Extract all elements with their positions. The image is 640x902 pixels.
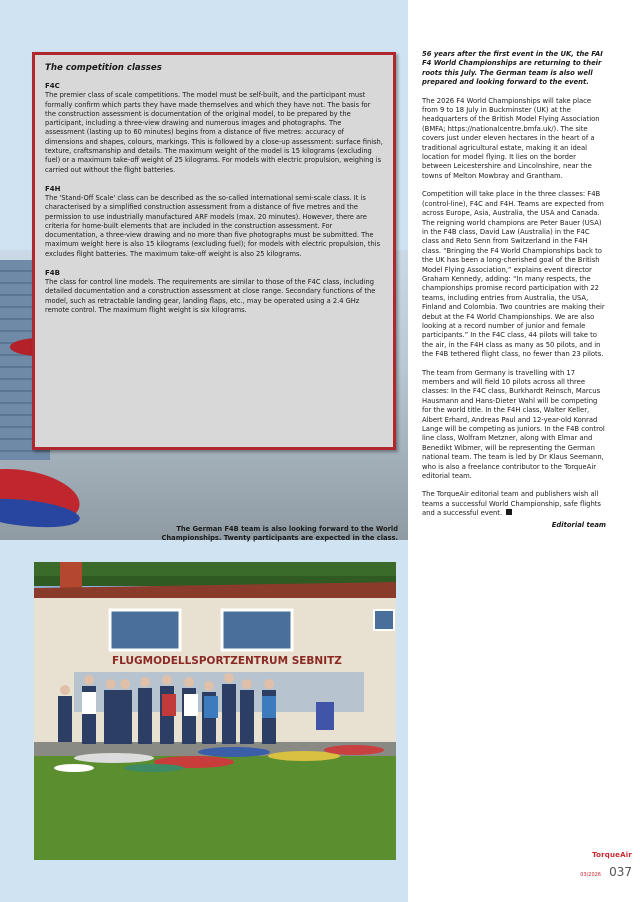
article-signoff: Editorial team — [551, 520, 606, 529]
section-body-f4h: The 'Stand-Off Scale' class can be described as the so-called international semi-scale class. It is characterised by a simplified construction assessment from a distance of five metres and the permission to use industrially manufactured ARF models (max. 20 minutes). However, there are criteria for home-built elements that are included in the construction assessment. For documentation, a three-view drawing and no more than five photographs must be submitted. The maximum weight here is also 15 kilograms (excluding fuel); for models with electric propulsion, this excludes flight batteries. The maximum take-off weight is also 25 kilograms. — [45, 193, 381, 258]
article-lead: 56 years after the first event in the UK, the FAI F4 World Championships are returning to their roots this July. The German team is also well prepared and looking forward to the event. — [422, 50, 603, 87]
section-heading-f4c: F4C — [45, 82, 60, 91]
team-photo — [34, 562, 396, 860]
section-body-f4c: The premier class of scale competitions. The model must be self-built, and the participant must formally confirm which parts they have made themselves and which they have not. The basis for the construction assessment is documentation of the original model, to be prepared by the participant, including a three-view drawing and numerous images and photographs. The assessment (lasting up to 60 minutes) begins from a distance of five metres: accuracy of dimensions and shapes, colours, markings. This is followed by a close-up assessment: surface finish, texture, craftsmanship and details. The maximum weight of the model is 15 kilograms (excluding fuel) or a maximum take-off weight of 25 kilograms. For models with electric propulsion, weighing is carried out without the flight batteries. — [45, 91, 383, 174]
page-footer — [580, 842, 632, 880]
main-article-column — [422, 50, 606, 539]
section-heading-f4b: F4B — [45, 269, 60, 278]
article-closing-paragraph — [422, 490, 606, 530]
issue-number: 03/2026 — [580, 872, 601, 878]
article-paragraph-3: The team from Germany is travelling with 17 members and will field 10 pilots across all three classes: In the F4C class, Burkhardt Reinsch, Marcus Hausmann and Hans-Dieter Wahl will be competing for the world title. In the F4H class, Walter Keller, Albert Erhard, Andreas Paul and 12-year-old Konrad Lange will be competing as juniors. In the F4B control line class, Wolfram Metzner, along with Elmar and Benedikt Wibmer, will be representing the German national team. The team is led by Dr Klaus Seemann, who is also a freelance contributor to the TorqueAir editorial team. — [422, 368, 605, 481]
page-number: 037 — [609, 864, 632, 879]
section-body-f4b: The class for control line models. The requirements are similar to those of the F4C class, including detailed documentation and a construction assessment at close range. Secondary functions of the model, such as retractable landing gear, landing flaps, etc., may be operated using a 2.4 GHz remote control. The maximum flight weight is six kilograms. — [45, 278, 376, 314]
building-sign: FLUGMODELLSPORTZENTRUM SEBNITZ — [112, 655, 342, 667]
team-photo-illustration — [34, 562, 396, 860]
photo-caption: The German F4B team is also looking forward to the World Championships. Twenty participants are expected in the class. — [161, 525, 398, 543]
box-title: The competition classes — [45, 63, 162, 73]
section-heading-f4h: F4H — [45, 184, 61, 193]
article-paragraph-2: Competition will take place in the three classes: F4B (control-line), F4C and F4H. Teams are expected from across Europe, Asia, Australia, the USA and Canada. The reigning world champions are Peter Bauer (USA) in the F4B class, David Law (Australia) in the F4C class and Reto Senn from Switzerland in the F4H class. “Bringing the F4 World Championships back to the UK has been a long-cherished goal of the British Model Flying Association,” explains event director Graham Kennedy, adding: “In many respects, the championships promise record participation with 22 teams, including entries from Australia, the USA, Finland and Colombia. Two countries are making their debut at the F4 World Championships. We are also looking at a record number of junior and female participants.” In the F4C class, 44 pilots will take to the air, in the F4H class as many as 50 pilots, and in the F4B tethered flight class, no fewer than 23 pilots. — [422, 190, 605, 359]
article-closing-text: The TorqueAir editorial team and publishers wish all teams a successful World Championship, safe flights and a successful event. — [422, 490, 601, 518]
magazine-brand: TorqueAir — [592, 851, 632, 859]
end-mark-icon — [506, 509, 512, 515]
competition-classes-box — [32, 52, 396, 450]
article-paragraph-1: The 2026 F4 World Championships will take place from 9 to 18 July in Buckminster (UK) at the headquarters of the British Model Flying Association (BMFA; https://nationalcentre.bmfa.uk/). The site covers just under eleven hectares in the heart of a traditional agricultural estate, making it an ideal location for model flying. It lies on the border between Leicestershire and Lincolnshire, near the towns of Melton Mowbray and Grantham. — [422, 96, 600, 180]
